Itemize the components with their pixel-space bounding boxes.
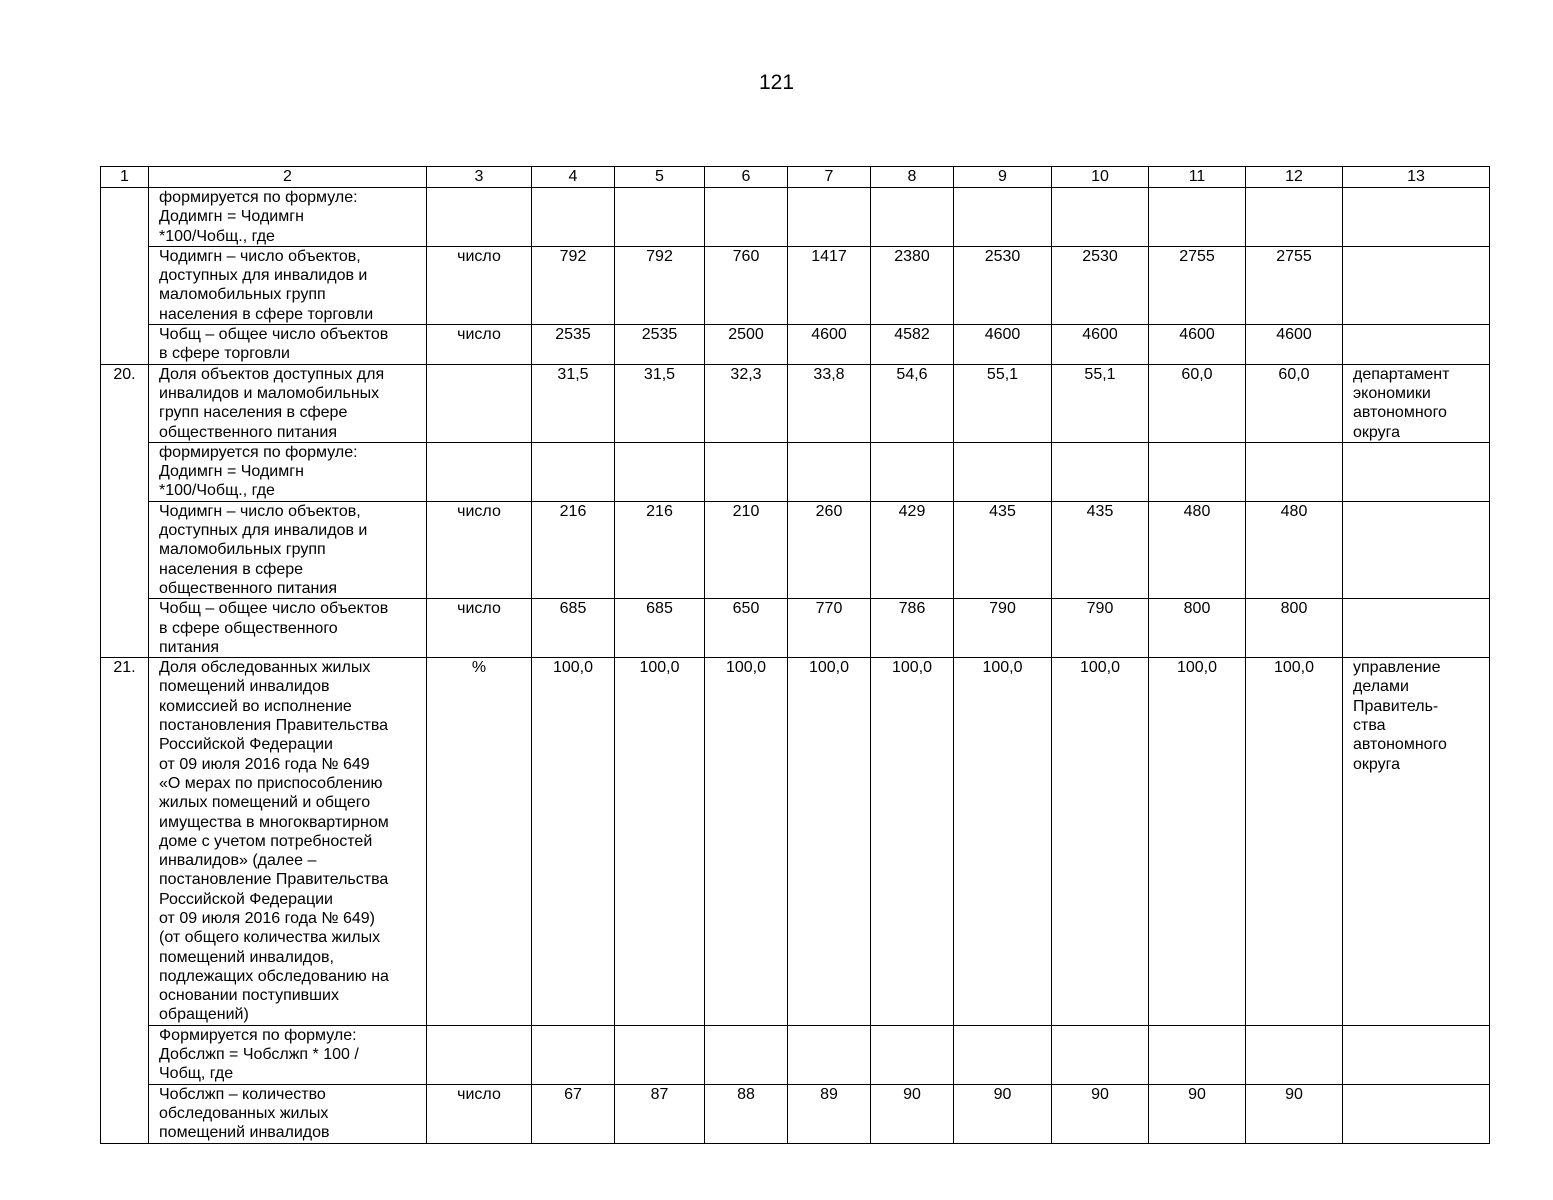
unit-cell bbox=[427, 364, 532, 442]
value-cell bbox=[954, 1025, 1052, 1084]
value-cell: 90 bbox=[1149, 1084, 1246, 1143]
value-cell: 100,0 bbox=[871, 658, 954, 1026]
indicator-description-cell: Доля объектов доступных для инвалидов и маломобильных групп населения в сфере общественного питания bbox=[149, 364, 427, 442]
value-cell bbox=[788, 442, 871, 501]
column-header: 2 bbox=[149, 167, 427, 188]
value-cell: 429 bbox=[871, 501, 954, 598]
value-cell: 216 bbox=[532, 501, 615, 598]
value-cell bbox=[532, 1025, 615, 1084]
unit-cell: число bbox=[427, 501, 532, 598]
value-cell bbox=[871, 1025, 954, 1084]
value-cell bbox=[615, 188, 705, 247]
table-row bbox=[101, 1025, 1490, 1084]
value-cell bbox=[1052, 188, 1149, 247]
value-cell: 260 bbox=[788, 501, 871, 598]
table-row bbox=[101, 325, 1490, 365]
indicators-table bbox=[100, 166, 1490, 1144]
page-number: 121 bbox=[758, 71, 795, 94]
value-cell: 2755 bbox=[1149, 246, 1246, 324]
table-row bbox=[101, 188, 1490, 247]
unit-cell bbox=[427, 442, 532, 501]
value-cell: 100,0 bbox=[1246, 658, 1343, 1026]
value-cell: 100,0 bbox=[954, 658, 1052, 1026]
column-header: 4 bbox=[532, 167, 615, 188]
responsible-cell bbox=[1343, 325, 1490, 365]
unit-cell: число bbox=[427, 325, 532, 365]
value-cell: 790 bbox=[1052, 599, 1149, 658]
table-row bbox=[101, 658, 1490, 1026]
responsible-cell: департамент экономики автономного округа bbox=[1343, 364, 1490, 442]
indicator-description-cell: Чобщ – общее число объектов в сфере торговли bbox=[149, 325, 427, 365]
value-cell bbox=[705, 442, 788, 501]
indicator-description-cell: формируется по формуле: Додимгн = Чодимгн *100/Чобщ., где bbox=[149, 188, 427, 247]
value-cell: 90 bbox=[954, 1084, 1052, 1143]
value-cell: 31,5 bbox=[615, 364, 705, 442]
value-cell bbox=[871, 188, 954, 247]
column-header: 13 bbox=[1343, 167, 1490, 188]
column-header: 5 bbox=[615, 167, 705, 188]
value-cell: 60,0 bbox=[1246, 364, 1343, 442]
value-cell: 32,3 bbox=[705, 364, 788, 442]
responsible-cell bbox=[1343, 442, 1490, 501]
value-cell: 2755 bbox=[1246, 246, 1343, 324]
row-number-cell: 20. bbox=[101, 364, 149, 657]
value-cell: 100,0 bbox=[615, 658, 705, 1026]
value-cell: 100,0 bbox=[1052, 658, 1149, 1026]
column-header: 6 bbox=[705, 167, 788, 188]
column-number-row bbox=[101, 167, 1490, 188]
value-cell bbox=[954, 188, 1052, 247]
unit-cell bbox=[427, 1025, 532, 1084]
table-row bbox=[101, 501, 1490, 598]
responsible-cell bbox=[1343, 246, 1490, 324]
value-cell: 2530 bbox=[1052, 246, 1149, 324]
value-cell bbox=[705, 1025, 788, 1084]
value-cell: 4600 bbox=[954, 325, 1052, 365]
value-cell: 770 bbox=[788, 599, 871, 658]
value-cell: 90 bbox=[1246, 1084, 1343, 1143]
responsible-cell: управление делами Правитель- ства автономного округа bbox=[1343, 658, 1490, 1026]
value-cell bbox=[1052, 442, 1149, 501]
value-cell: 60,0 bbox=[1149, 364, 1246, 442]
unit-cell: число bbox=[427, 1084, 532, 1143]
table-row bbox=[101, 599, 1490, 658]
column-header: 3 bbox=[427, 167, 532, 188]
table-row bbox=[101, 442, 1490, 501]
column-header: 8 bbox=[871, 167, 954, 188]
value-cell bbox=[788, 1025, 871, 1084]
responsible-cell bbox=[1343, 501, 1490, 598]
value-cell bbox=[788, 188, 871, 247]
value-cell bbox=[615, 1025, 705, 1084]
value-cell: 435 bbox=[1052, 501, 1149, 598]
value-cell bbox=[1246, 442, 1343, 501]
responsible-cell bbox=[1343, 1084, 1490, 1143]
indicator-description-cell: Чобщ – общее число объектов в сфере общественного питания bbox=[149, 599, 427, 658]
table-row bbox=[101, 1084, 1490, 1143]
value-cell: 216 bbox=[615, 501, 705, 598]
value-cell: 55,1 bbox=[954, 364, 1052, 442]
value-cell: 100,0 bbox=[788, 658, 871, 1026]
value-cell: 800 bbox=[1246, 599, 1343, 658]
table-body bbox=[101, 188, 1490, 1144]
table-row bbox=[101, 246, 1490, 324]
value-cell: 480 bbox=[1149, 501, 1246, 598]
value-cell: 2535 bbox=[615, 325, 705, 365]
value-cell: 650 bbox=[705, 599, 788, 658]
value-cell: 100,0 bbox=[532, 658, 615, 1026]
value-cell: 33,8 bbox=[788, 364, 871, 442]
indicator-description-cell: Чодимгн – число объектов, доступных для инвалидов и маломобильных групп населения в сфере общественного питания bbox=[149, 501, 427, 598]
indicator-description-cell: Доля обследованных жилых помещений инвалидов комиссией во исполнение постановления Правительства Российской Федерации от 09 июля 2016 года № 649 «О мерах по приспособлению жилых помещений и общего имущества в многоквартирном доме с учетом потребностей инвалидов» (далее – постановление Правительства Российской Федерации от 09 июля 2016 года № 649) (от общего количества жилых помещений инвалидов, подлежащих обследованию на основании поступивших обращений) bbox=[149, 658, 427, 1026]
value-cell bbox=[1246, 1025, 1343, 1084]
row-number-cell bbox=[101, 188, 149, 365]
value-cell: 31,5 bbox=[532, 364, 615, 442]
value-cell: 67 bbox=[532, 1084, 615, 1143]
indicator-description-cell: Формируется по формуле: Добслжп = Чобслжп * 100 / Чобщ, где bbox=[149, 1025, 427, 1084]
value-cell bbox=[532, 442, 615, 501]
value-cell: 4600 bbox=[1052, 325, 1149, 365]
value-cell: 87 bbox=[615, 1084, 705, 1143]
value-cell: 2380 bbox=[871, 246, 954, 324]
value-cell: 2530 bbox=[954, 246, 1052, 324]
unit-cell: % bbox=[427, 658, 532, 1026]
value-cell: 90 bbox=[871, 1084, 954, 1143]
value-cell: 790 bbox=[954, 599, 1052, 658]
value-cell bbox=[1149, 442, 1246, 501]
unit-cell bbox=[427, 188, 532, 247]
value-cell bbox=[1149, 188, 1246, 247]
value-cell: 2500 bbox=[705, 325, 788, 365]
value-cell: 89 bbox=[788, 1084, 871, 1143]
responsible-cell bbox=[1343, 1025, 1490, 1084]
value-cell bbox=[705, 188, 788, 247]
table-row bbox=[101, 364, 1490, 442]
value-cell: 685 bbox=[532, 599, 615, 658]
column-header: 10 bbox=[1052, 167, 1149, 188]
value-cell: 760 bbox=[705, 246, 788, 324]
indicator-description-cell: Чобслжп – количество обследованных жилых помещений инвалидов bbox=[149, 1084, 427, 1143]
indicator-description-cell: Чодимгн – число объектов, доступных для инвалидов и маломобильных групп населения в сфере торговли bbox=[149, 246, 427, 324]
indicator-description-cell: формируется по формуле: Додимгн = Чодимгн *100/Чобщ., где bbox=[149, 442, 427, 501]
value-cell: 480 bbox=[1246, 501, 1343, 598]
responsible-cell bbox=[1343, 188, 1490, 247]
value-cell: 210 bbox=[705, 501, 788, 598]
value-cell bbox=[532, 188, 615, 247]
value-cell bbox=[1052, 1025, 1149, 1084]
value-cell: 4600 bbox=[1246, 325, 1343, 365]
column-header: 1 bbox=[101, 167, 149, 188]
column-header: 11 bbox=[1149, 167, 1246, 188]
value-cell: 90 bbox=[1052, 1084, 1149, 1143]
column-header: 12 bbox=[1246, 167, 1343, 188]
value-cell: 792 bbox=[532, 246, 615, 324]
value-cell bbox=[954, 442, 1052, 501]
value-cell: 786 bbox=[871, 599, 954, 658]
value-cell: 685 bbox=[615, 599, 705, 658]
value-cell: 88 bbox=[705, 1084, 788, 1143]
value-cell bbox=[1149, 1025, 1246, 1084]
row-number-cell: 21. bbox=[101, 658, 149, 1143]
value-cell: 4600 bbox=[788, 325, 871, 365]
unit-cell: число bbox=[427, 599, 532, 658]
value-cell: 55,1 bbox=[1052, 364, 1149, 442]
value-cell: 792 bbox=[615, 246, 705, 324]
responsible-cell bbox=[1343, 599, 1490, 658]
value-cell: 800 bbox=[1149, 599, 1246, 658]
value-cell bbox=[1246, 188, 1343, 247]
column-header: 9 bbox=[954, 167, 1052, 188]
value-cell: 100,0 bbox=[705, 658, 788, 1026]
value-cell: 100,0 bbox=[1149, 658, 1246, 1026]
table-header bbox=[101, 167, 1490, 188]
column-header: 7 bbox=[788, 167, 871, 188]
value-cell: 435 bbox=[954, 501, 1052, 598]
value-cell: 4600 bbox=[1149, 325, 1246, 365]
value-cell bbox=[871, 442, 954, 501]
value-cell: 4582 bbox=[871, 325, 954, 365]
unit-cell: число bbox=[427, 246, 532, 324]
value-cell: 54,6 bbox=[871, 364, 954, 442]
value-cell: 1417 bbox=[788, 246, 871, 324]
value-cell: 2535 bbox=[532, 325, 615, 365]
value-cell bbox=[615, 442, 705, 501]
